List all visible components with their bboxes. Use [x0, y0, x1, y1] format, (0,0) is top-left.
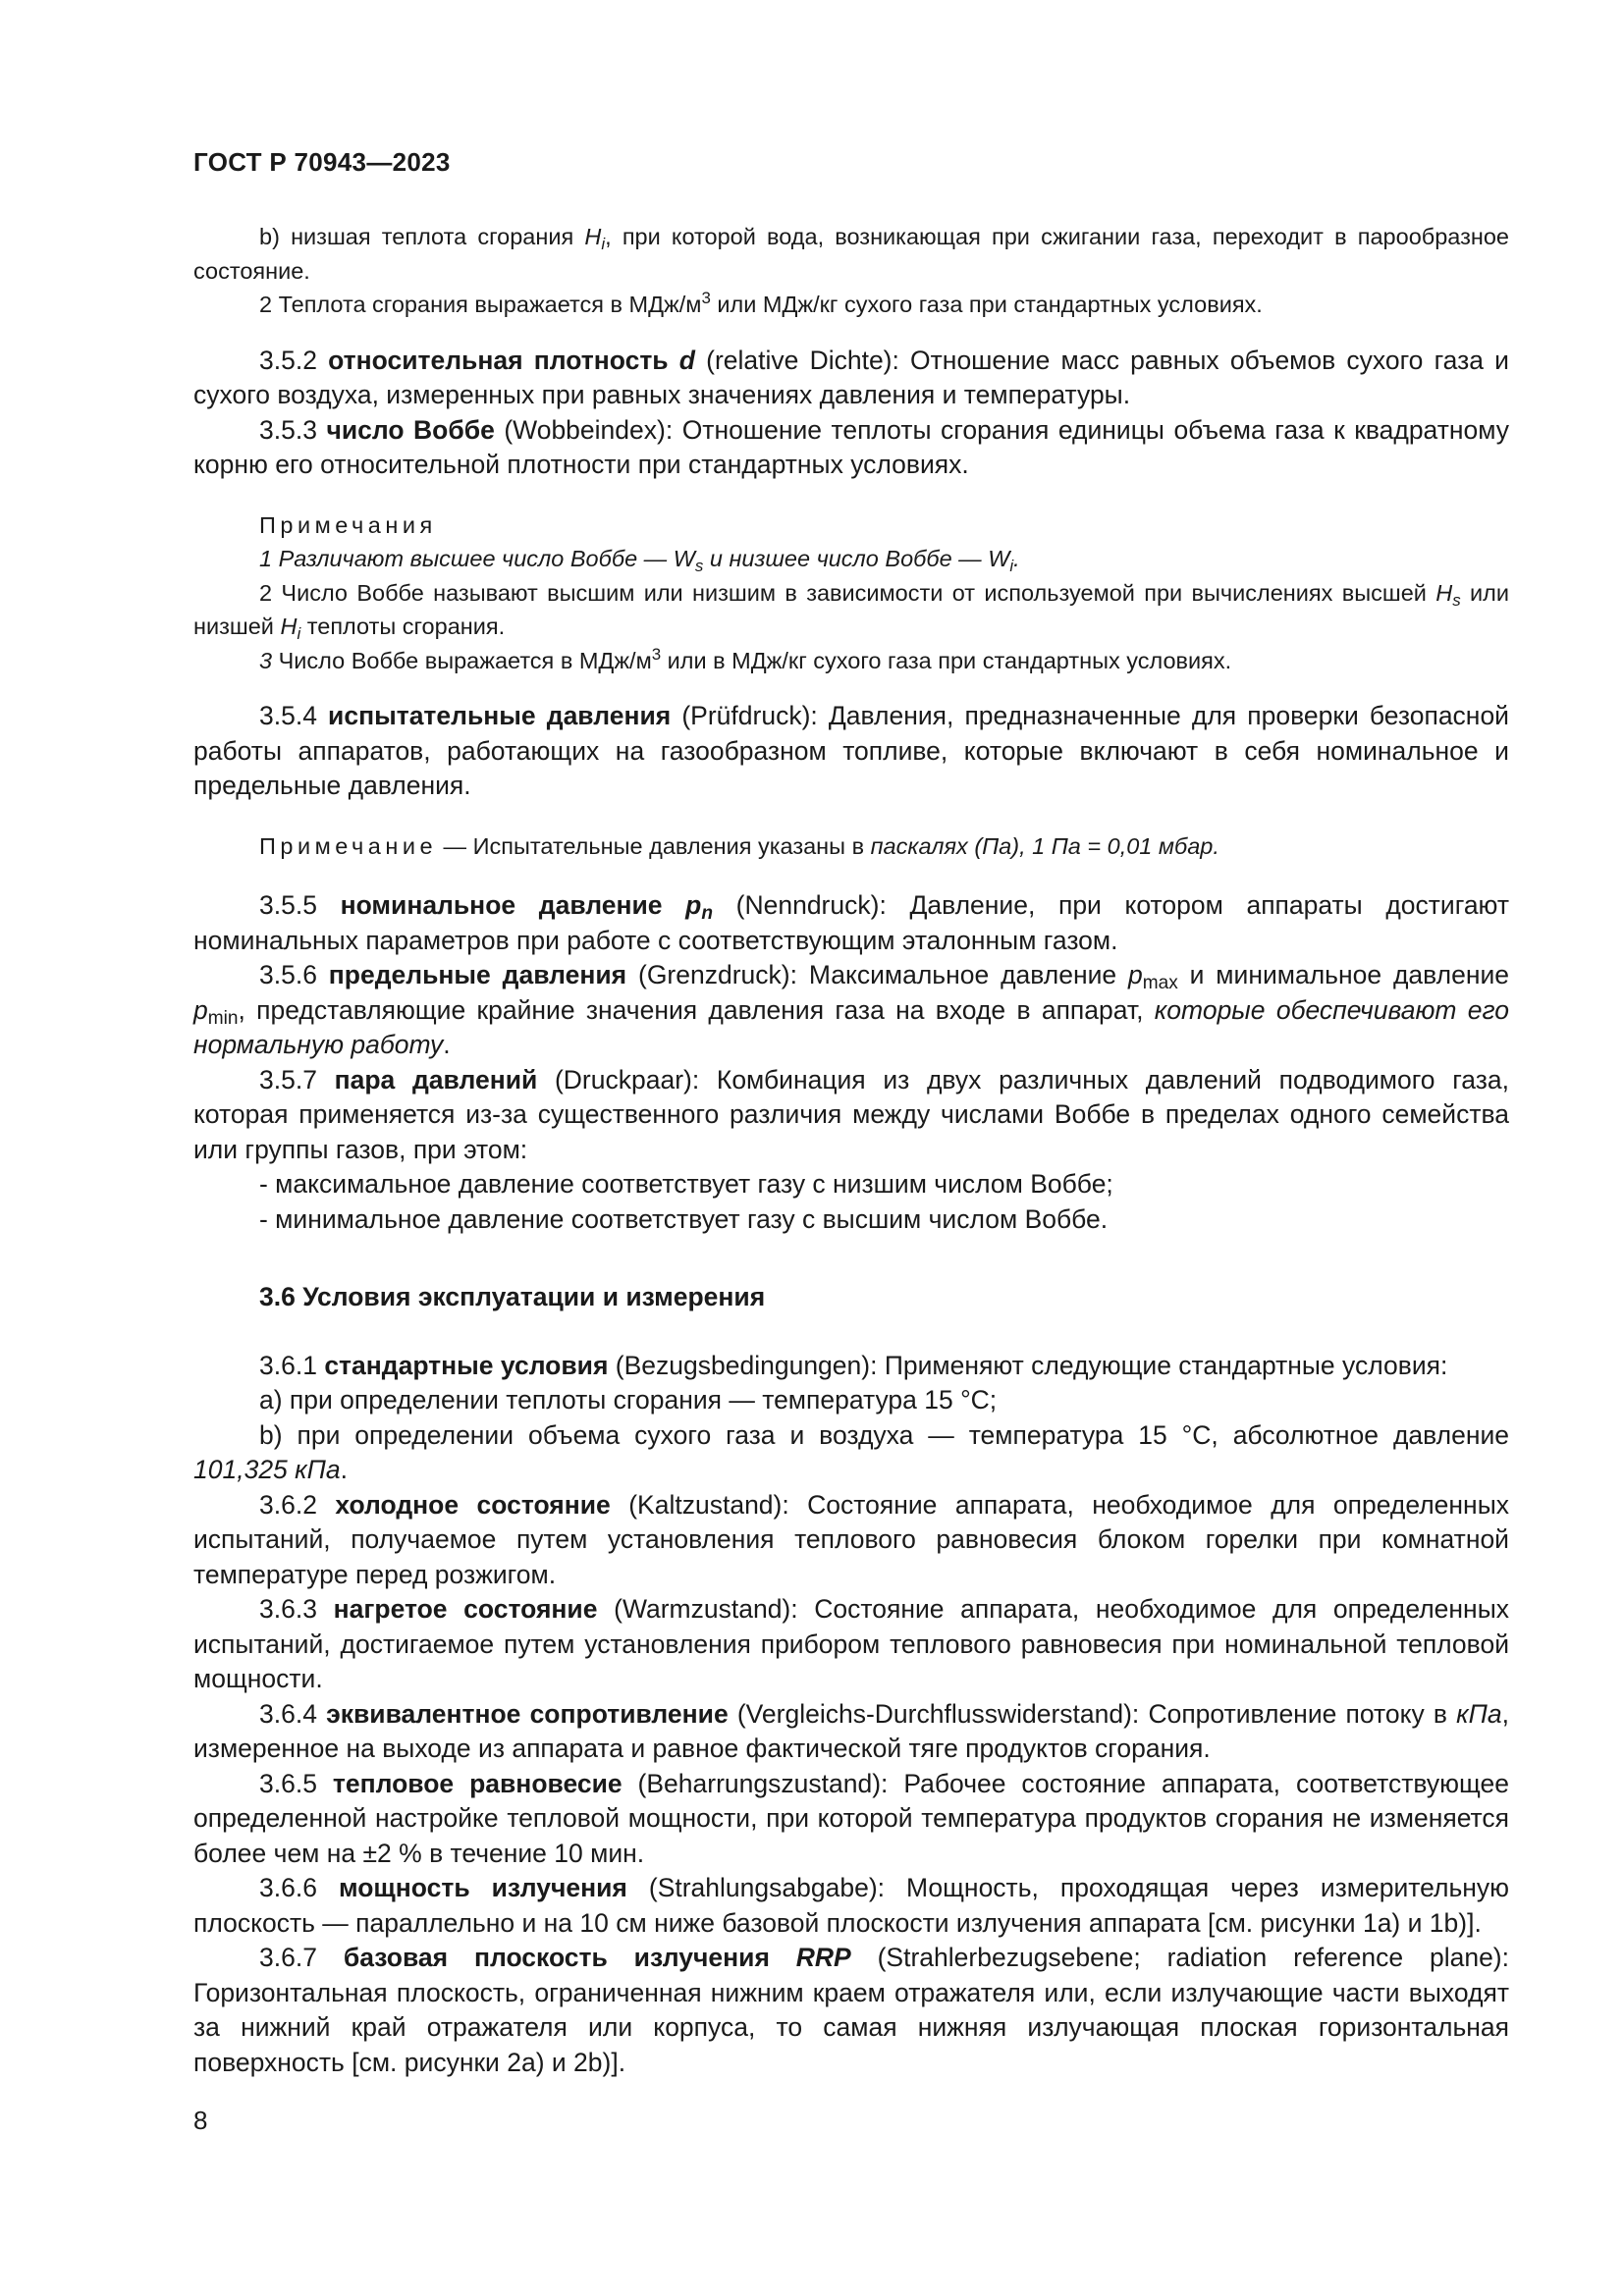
- term-3-5-2: 3.5.2 относительная плотность d (relative Dichte): Отношение масс равных объемов сухого газа и сухого воздуха, измеренных при равных значениях давления и температуры.: [193, 345, 1509, 409]
- term-3-6-2: 3.6.2 холодное состояние (Kaltzustand): Состояние аппарата, необходимое для определенных испытаний, получаемое путем установления теплового равновесия блоком горелки при комнатной температуре перед розжигом.: [193, 1489, 1509, 1589]
- note-2-wobbe: 2 Число Воббе называют высшим или низшим в зависимости от используемой при вычислениях высшей $H_s$ или низшей $H_i$ теплоты сгорания.: [193, 579, 1509, 643]
- term-3-5-6: 3.5.6 предельные давления (Grenzdruck): Максимальное давление $p_{max}$ и минимальное давление $p_{min}$, представляющие крайние значения давления газа на входе в аппарат, которые обеспечивают его нормальную работу.: [193, 960, 1510, 1059]
- term-3-5-5: 3.5.5 номинальное давление $p_n$ (Nenndruck): Давление, при котором аппараты достигают номинальных параметров при работе с соответствующим эталонным газом.: [193, 890, 1509, 955]
- note-1-wobbe: 1 Различают высшее число Воббе — $W_s$ и низшее число Воббе — $W_i$.: [259, 546, 1020, 575]
- note-heat-units: 2 Теплота сгорания выражается в МДж/$м^3$ или МДж/кг сухого газа при стандартных условиях.: [259, 289, 1263, 317]
- page-number: 8: [193, 2106, 208, 2135]
- term-3-5-4: 3.5.4 испытательные давления (Prüfdruck): Давления, предназначенные для проверки безопасной работы аппаратов, работающих на газообразном топливе, которые включают в себя номинальное и предельные давления.: [193, 701, 1509, 800]
- section-heading: 3.6 Условия эксплуатации и измерения: [259, 1282, 766, 1311]
- item-b-lower-heat: b) низшая теплота сгорания $H_i$, при которой вода, возникающая при сжигании газа, переходит в парообразное состояние.: [193, 224, 1509, 284]
- term-3-6-1: 3.6.1 стандартные условия (Bezugsbedingungen): Применяют следующие стандартные условия:: [259, 1350, 1448, 1380]
- term-3-6-5: 3.6.5 тепловое равновесие (Beharrungszustand): Рабочее состояние аппарата, соответствующее определенной настройке тепловой мощности, при которой температура продуктов сгорания не изменяется более чем на ±2 % в течение 10 мин.: [193, 1768, 1509, 1868]
- list-item: - минимальное давление соответствует газу с высшим числом Воббе.: [259, 1203, 1109, 1234]
- term-3-6-7: 3.6.7 базовая плоскость излучения RRP (Strahlerbezugsebene; radiation reference plane): Горизонтальная плоскость, ограниченная нижним краем отражателя или, если излучающие части выходят за нижний край отражателя или корпуса, то самая нижняя излучающая плоская горизонтальная поверхность [см. рисунки 2а) и 2b)].: [193, 1943, 1509, 2077]
- document-header: ГОСТ Р 70943—2023: [193, 147, 451, 177]
- term-3-5-7: 3.5.7 пара давлений (Druckpaar): Комбинация из двух различных давлений подводимого газа, которая применяется из-за существенного различия между числами Воббе в пределах одного семейства или группы газов, при этом:: [193, 1064, 1509, 1164]
- term-3-5-3: 3.5.3 число Воббе (Wobbeindex): Отношение теплоты сгорания единицы объема газа к квадратному корню его относительной плотности при стандартных условиях.: [193, 414, 1509, 479]
- document-body: [193, 220, 1509, 2080]
- term-3-6-4: 3.6.4 эквивалентное сопротивление (Vergleichs-Durchflusswiderstand): Сопротивление потоку в кПа, измеренное на выходе из аппарата и равное фактической тяге продуктов сгорания.: [193, 1698, 1509, 1763]
- note-test-pressures: Примечание — Испытательные давления указаны в паскалях (Па), 1 Па = 0,01 мбар.: [259, 832, 1219, 859]
- notes-heading: Примечания: [259, 511, 437, 538]
- list-item: - максимальное давление соответствует газу с низшим числом Воббе;: [259, 1169, 1113, 1199]
- list-item: b) при определении объема сухого газа и воздуха — температура 15 °C, абсолютное давление 101,325 кПа.: [193, 1419, 1509, 1484]
- term-3-6-6: 3.6.6 мощность излучения (Strahlungsabgabe): Мощность, проходящая через измерительную плоскость — параллельно и на 10 см ниже базовой плоскости излучения аппарата [см. рисунки 1а) и 1b)].: [193, 1873, 1510, 1938]
- note-3-wobbe: 3 Число Воббе выражается в МДж/$м^3$ или в МДж/кг сухого газа при стандартных условиях.: [259, 644, 1232, 673]
- list-item: a) при определении теплоты сгорания — температура 15 °C;: [259, 1385, 998, 1415]
- term-3-6-3: 3.6.3 нагретое состояние (Warmzustand): Состояние аппарата, необходимое для определенных испытаний, достигаемое путем установления прибором теплового равновесия при номинальной тепловой мощности.: [193, 1594, 1509, 1693]
